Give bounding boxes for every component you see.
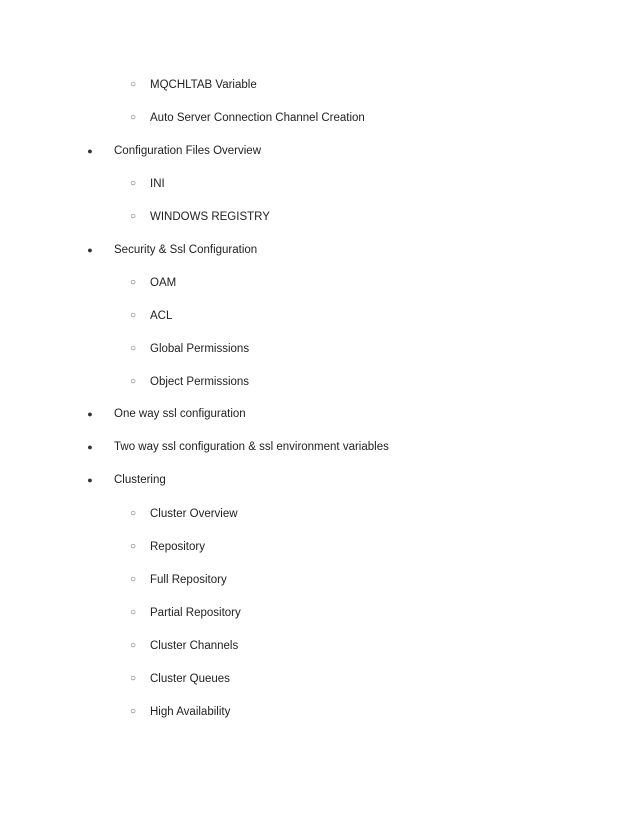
- list-item-text: Clustering: [114, 474, 166, 486]
- filled-circle-bullet-icon: ●: [87, 442, 93, 452]
- hollow-circle-bullet-icon: ○: [129, 706, 137, 717]
- list-item-text: INI: [150, 178, 165, 190]
- list-item-text: High Availability: [150, 706, 231, 718]
- list-item-text: Cluster Channels: [150, 640, 239, 652]
- list-item-text: Object Permissions: [150, 376, 250, 388]
- list-item-text: One way ssl configuration: [114, 408, 246, 420]
- list-item-text: MQCHLTAB Variable: [150, 79, 257, 91]
- filled-circle-bullet-icon: ●: [87, 245, 93, 255]
- hollow-circle-bullet-icon: ○: [129, 607, 137, 618]
- hollow-circle-bullet-icon: ○: [129, 508, 137, 519]
- list-item-text: Full Repository: [150, 574, 227, 586]
- hollow-circle-bullet-icon: ○: [129, 211, 137, 222]
- filled-circle-bullet-icon: ●: [87, 409, 93, 419]
- hollow-circle-bullet-icon: ○: [129, 343, 137, 354]
- list-item-text: Cluster Queues: [150, 673, 230, 685]
- filled-circle-bullet-icon: ●: [87, 146, 93, 156]
- list-item-text: Security & Ssl Configuration: [114, 244, 258, 256]
- list-item-text: Configuration Files Overview: [114, 145, 262, 157]
- filled-circle-bullet-icon: ●: [87, 475, 93, 485]
- hollow-circle-bullet-icon: ○: [129, 112, 137, 123]
- list-item-text: WINDOWS REGISTRY: [150, 211, 270, 223]
- list-item-text: Auto Server Connection Channel Creation: [150, 112, 365, 124]
- list-item-text: Repository: [150, 541, 205, 553]
- hollow-circle-bullet-icon: ○: [129, 640, 137, 651]
- hollow-circle-bullet-icon: ○: [129, 310, 137, 321]
- list-item-text: Two way ssl configuration & ssl environment variables: [114, 441, 389, 453]
- hollow-circle-bullet-icon: ○: [129, 277, 137, 288]
- list-item-text: Partial Repository: [150, 607, 241, 619]
- list-item-text: OAM: [150, 277, 177, 289]
- hollow-circle-bullet-icon: ○: [129, 79, 137, 90]
- list-item-text: Cluster Overview: [150, 508, 238, 520]
- hollow-circle-bullet-icon: ○: [129, 574, 137, 585]
- hollow-circle-bullet-icon: ○: [129, 673, 137, 684]
- list-item-text: Global Permissions: [150, 343, 250, 355]
- hollow-circle-bullet-icon: ○: [129, 376, 137, 387]
- list-item-text: ACL: [150, 310, 173, 322]
- hollow-circle-bullet-icon: ○: [129, 178, 137, 189]
- hollow-circle-bullet-icon: ○: [129, 541, 137, 552]
